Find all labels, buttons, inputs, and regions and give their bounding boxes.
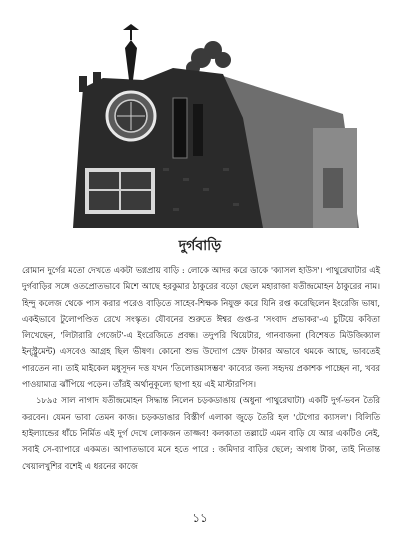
- castle-photo: [73, 18, 365, 228]
- chapter-heading: দুর্গবাড়ি: [178, 238, 222, 254]
- page-number: ১১: [192, 511, 208, 525]
- clock-face: [107, 92, 155, 140]
- paragraph-2: ১৮৯৫ সাল নাগাদ যতীন্দ্রমোহন সিদ্ধান্ত নিলেন চড়কডাঙায় (অধুনা পাথুরেঘাটা) একটি দুর্গ-ভবন তৈরি করবেন। যেমন ভাবা তেমন কাজ। চড়কডাঙার বিস্তীর্ণ এলাকা জুড়ে তৈরি হল 'টেগোর ক্যাসল'। বিলিতি হাইল্যান্ডের ধাঁচে নির্মিত এই দুর্গ দেখে লোকজন তাজ্জব! কলকাতা তল্লাটে এমন বাড়ি যে আর একটিও নেই, সবাই সে-ব্যাপারে একমত। আপাতভাবে মনে হতে পারে : জমিদার বাড়ির ছেলে; অগাধ টাকা, তাই নিতান্ত খেয়ালখুশির বশেই এ ধরনের কাজে: [22, 395, 380, 471]
- body-text: [22, 262, 380, 474]
- paragraph-1: রোমান দুর্গের মতো দেখতে একটা ভগ্নপ্রায় বাড়ি : লোকে আদর করে ডাকে 'ক্যাসল হাউস'। পাথুরেঘাটার এই দুর্গবাড়ির সঙ্গে ওতপ্রোতভাবে মিশে আছে হরকুমার ঠাকুরের বড়ো ছেলে মহারাজা যতীন্দ্রমোহন ঠাকুরের নাম। হিন্দু কলেজ থেকে পাস করার পরেও বাড়িতে সাহেব-শিক্ষক নিযুক্ত করে যিনি রপ্ত করেছিলেন ইংরেজি ভাষা, একইভাবে টুলোপণ্ডিত রেখে সংস্কৃত। যৌবনের শুরুতে ঈশ্বর গুপ্ত-র 'সংবাদ প্রভাকর'-এ চুটিয়ে কবিতা লিখেছেন, 'লিটারারি গেজেট'-এ ইংরেজিতে প্রবন্ধ। তদুপরি থিয়েটার, গানবাজনা (বিশেষত মিউজিক্যাল ইন্স্ট্রুমেন্ট) এসবেও আগ্রহ ছিল ভীষণ। কোনো শুভ উদ্যোগ স্রেফ টাকার অভাবে থমকে আছে, ভাবতেই পারতেন না। তাই মাইকেল মধুসূদন দত্ত যখন 'তিলোত্তমাসম্ভব' কাব্যের জন্য সহৃদয় প্রকাশক পাচ্ছেন না, খবর পাওয়ামাত্র ঝাঁপিয়ে পড়েন। তাঁরই অর্থানুকূল্যে ছাপা হয় এই মাস্টারপিস।: [22, 265, 380, 390]
